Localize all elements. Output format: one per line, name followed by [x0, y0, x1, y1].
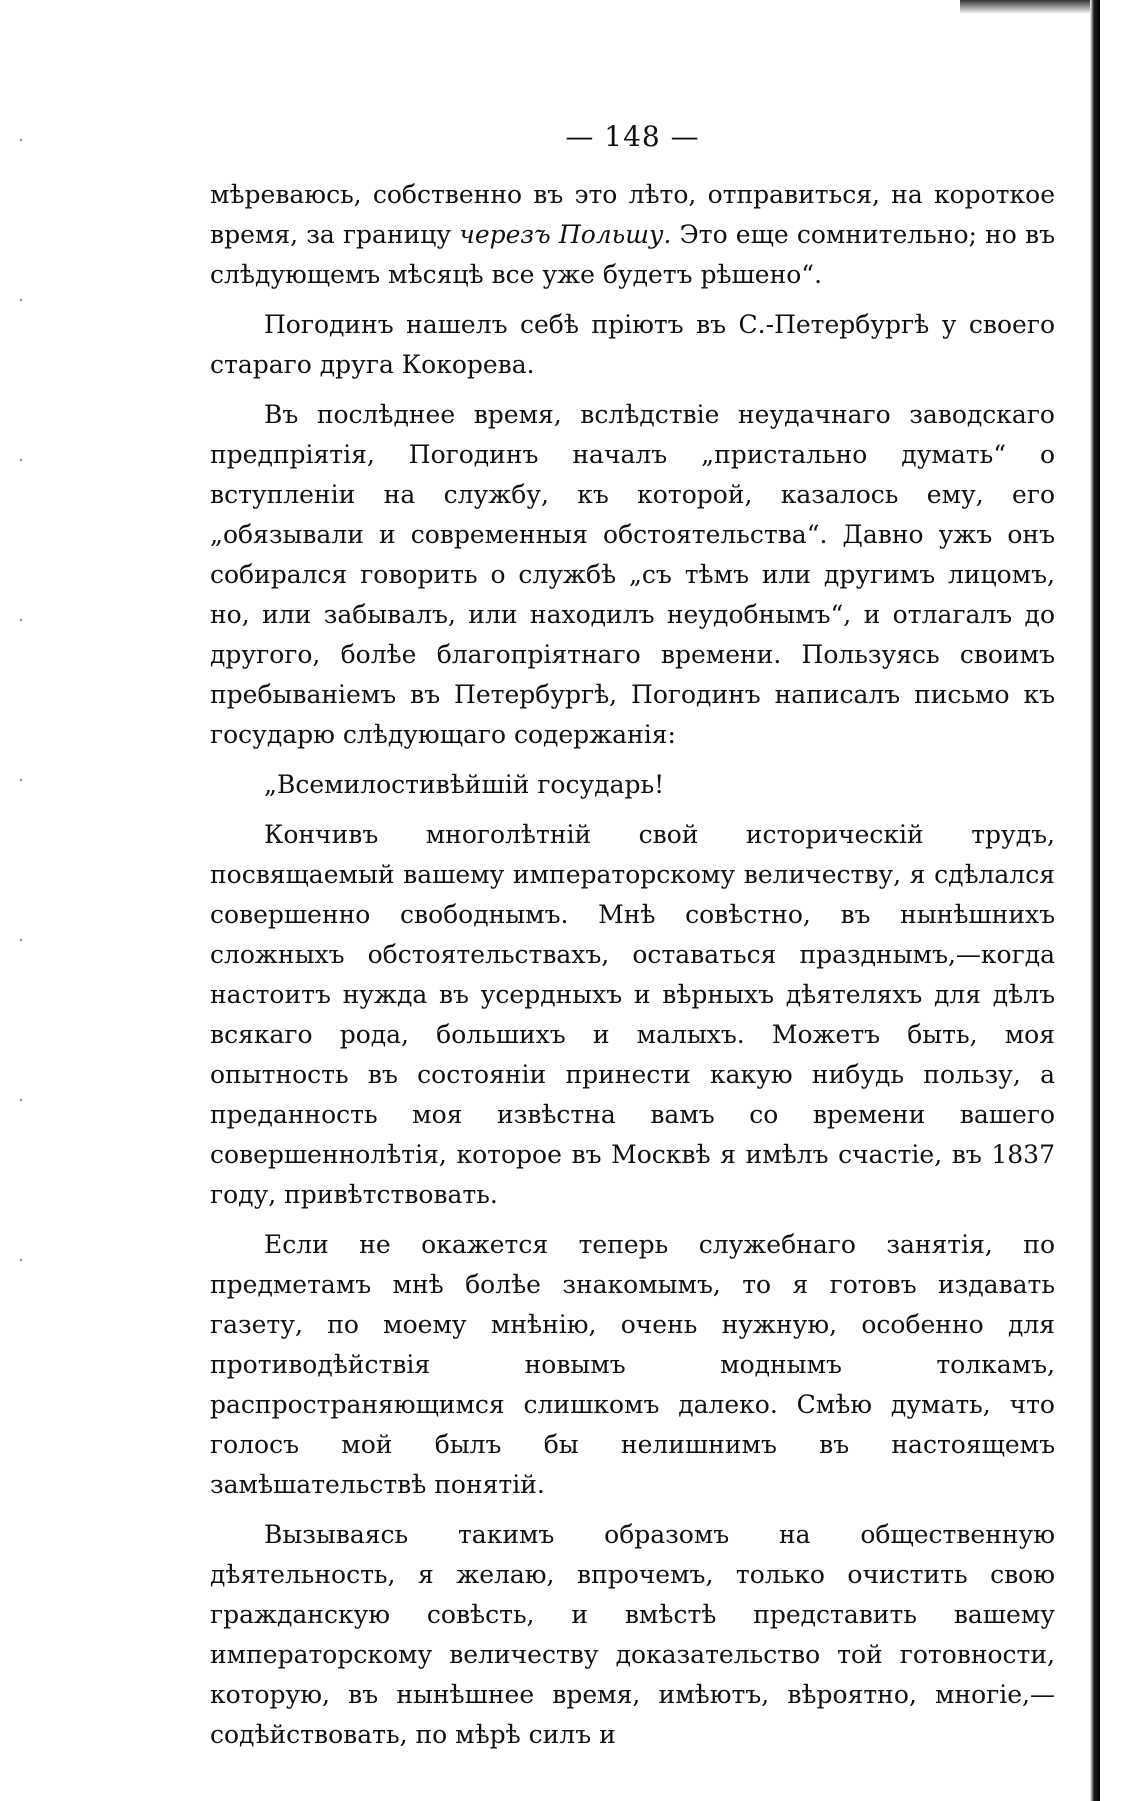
book-page	[210, 120, 1055, 1765]
page-number: — 148 —	[565, 120, 700, 153]
letter-salutation: „Всемилостивѣйшій государь!	[264, 770, 665, 799]
paragraph-1-text-after: Это еще сомнительно; но въ слѣдующемъ мѣсяцѣ все уже будетъ рѣшено“.	[210, 220, 1055, 289]
paragraph-2: Погодинъ нашелъ себѣ пріютъ въ С.-Петербургѣ у своего стараго друга Кокорева.	[210, 310, 1055, 379]
paragraph-1	[210, 175, 1055, 295]
letter-paragraph-1: Кончивъ многолѣтній свой историческій трудъ, посвящаемый вашему императорскому величеству, я сдѣлался совершенно свободнымъ. Мнѣ совѣстно, въ нынѣшнихъ сложныхъ обстоятельствахъ, оставаться празднымъ,—когда настоитъ нужда въ усердныхъ и вѣрныхъ дѣятеляхъ для дѣлъ всякаго рода, большихъ и малыхъ. Можетъ быть, моя опытность въ состояніи принести какую нибудь пользу, а преданность моя извѣстна вамъ со времени вашего совершеннолѣтія, которое въ Москвѣ я имѣлъ счастіе, въ 1837 году, привѣтствовать.	[210, 820, 1055, 1209]
letter-paragraph-2: Если не окажется теперь служебнаго занятія, по предметамъ мнѣ болѣе знакомымъ, то я готовъ издавать газету, по моему мнѣнію, очень нужную, особенно для противодѣйствія новымъ моднымъ толкамъ, распространяющимся слишкомъ далеко. Смѣю думать, что голосъ мой былъ бы нелишнимъ въ настоящемъ замѣшательствѣ понятій.	[210, 1230, 1055, 1499]
letter-paragraph-3: Вызываясь такимъ образомъ на общественную дѣятельность, я желаю, впрочемъ, только очистить свою гражданскую совѣсть, и вмѣстѣ представить вашему императорскому величеству доказательство той готовности, которую, въ нынѣшнее время, имѣютъ, вѣроятно, многіе,—содѣйствовать, по мѣрѣ силъ и	[210, 1520, 1055, 1749]
scan-edge-right	[1090, 0, 1100, 1801]
scan-edge-top	[960, 0, 1100, 14]
scan-specks-left	[18, 60, 24, 1360]
paragraph-3: Въ послѣднее время, вслѣдствіе неудачнаго заводскаго предпріятія, Погодинъ началъ „пристально думать“ о вступленіи на службу, къ которой, казалось ему, его „обязывали и современныя обстоятельства“. Давно ужъ онъ собирался говорить о службѣ „съ тѣмъ или другимъ лицомъ, но, или забывалъ, или находилъ неудобнымъ“, и отлагалъ до другого, болѣе благопріятнаго времени. Пользуясь своимъ пребываніемъ въ Петербургѣ, Погодинъ написалъ письмо къ государю слѣдующаго содержанія:	[210, 400, 1055, 749]
paragraph-1-italic-text: черезъ Польшу.	[459, 220, 672, 249]
paragraph-1-text-before: мѣреваюсь, собственно въ это лѣто, отправиться, на короткое время, за границу	[210, 180, 1055, 249]
